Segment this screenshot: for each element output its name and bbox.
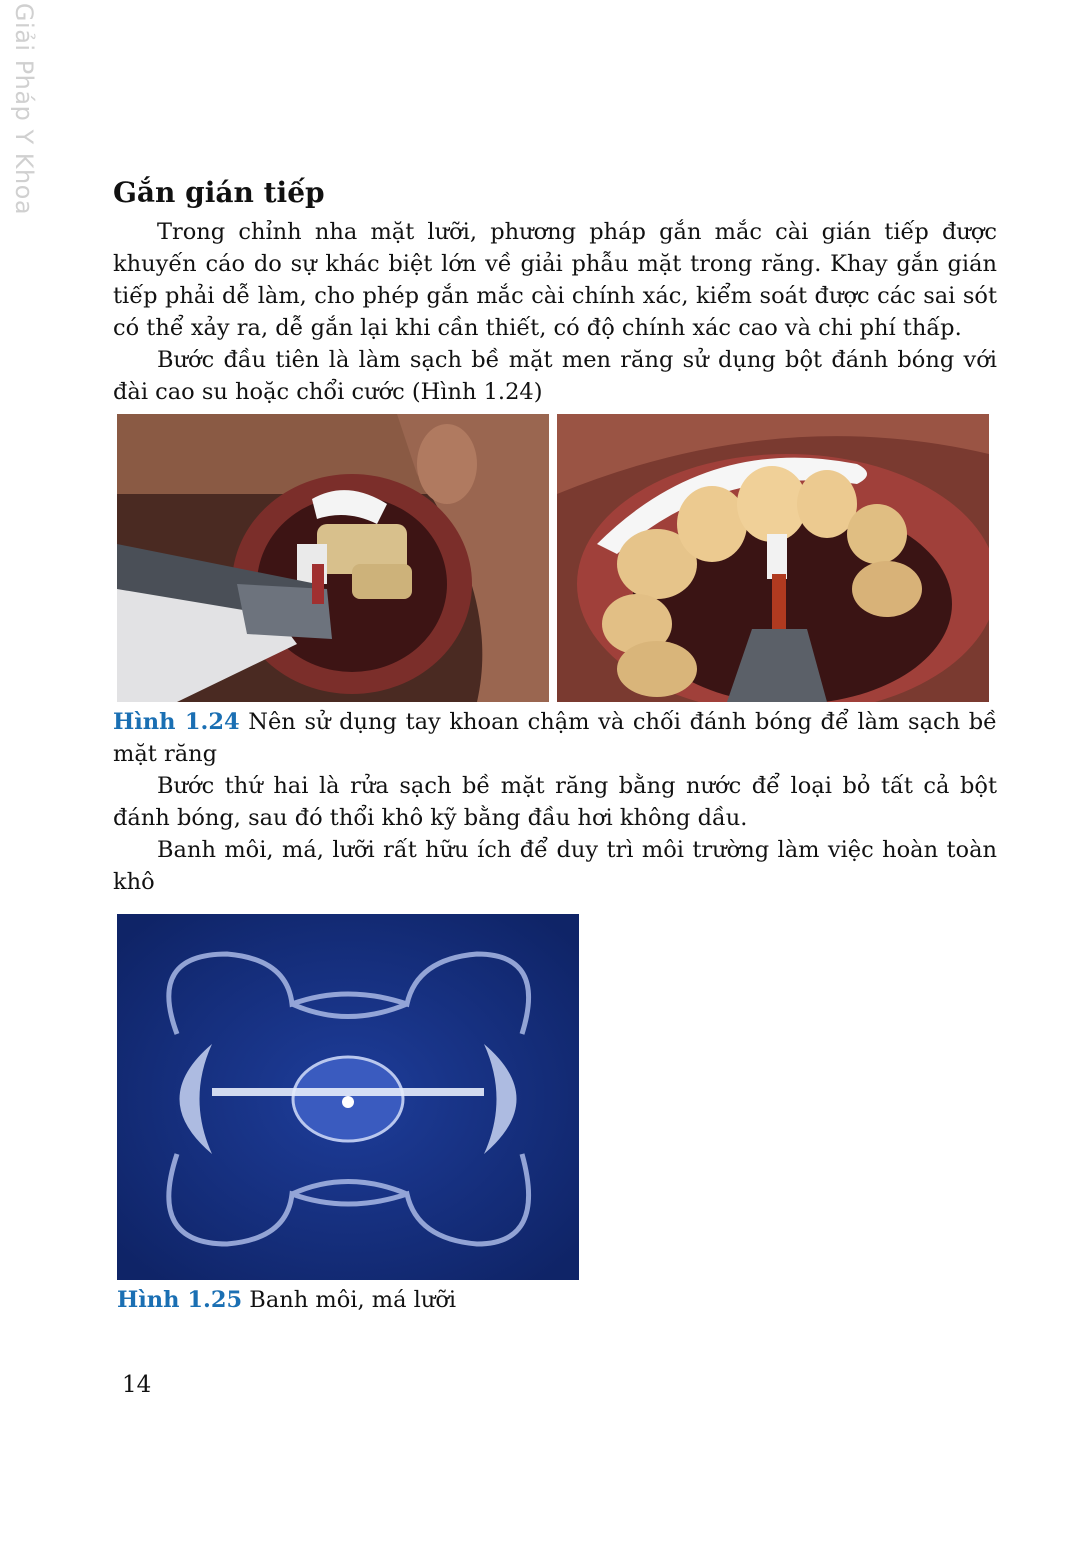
photo-lip-cheek-retractor <box>117 914 579 1280</box>
paragraph-2: Bước đầu tiên là làm sạch bề mặt men răng sử dụng bột đánh bóng với đài cao su hoặc chổi cước (Hình 1.24) <box>113 347 997 405</box>
figure-1-24 <box>117 414 997 702</box>
photo-handpiece-occlusal-view <box>557 414 989 702</box>
figure-1-25-caption-text: Banh môi, má lưỡi <box>242 1287 457 1313</box>
page-content <box>113 174 997 1316</box>
paragraph-1: Trong chỉnh nha mặt lưỡi, phương pháp gắn mắc cài gián tiếp được khuyến cáo do sự khác biệt lớn về giải phẫu mặt trong răng. Khay gắn gián tiếp phải dễ làm, cho phép gắn mắc cài chính xác, kiểm soát được các sai sót có thể xảy ra, dễ gắn lại khi cần thiết, có độ chính xác cao và chi phí thấp. <box>113 219 997 341</box>
figure-1-25-caption <box>113 1284 997 1316</box>
figure-1-25-label: Hình 1.25 <box>117 1287 243 1313</box>
side-title-text: Giải Pháp Y Khoa <box>10 2 38 216</box>
section-heading: Gắn gián tiếp <box>113 176 325 209</box>
paragraph-3: Bước thứ hai là rửa sạch bề mặt răng bằng nước để loại bỏ tất cả bột đánh bóng, sau đó thổi khô kỹ bằng đầu hơi không dầu. <box>113 773 997 831</box>
figure-1-24-label: Hình 1.24 <box>113 709 240 735</box>
photo-handpiece-side-view <box>117 414 549 702</box>
side-title <box>6 2 42 216</box>
figure-1-24-caption <box>113 706 997 770</box>
paragraph-4: Banh môi, má, lưỡi rất hữu ích để duy trì môi trường làm việc hoàn toàn khô <box>113 837 997 895</box>
page-number: 14 <box>122 1372 152 1398</box>
figure-1-24-caption-text: Nên sử dụng tay khoan chậm và chối đánh bóng để làm sạch bề mặt răng <box>113 709 997 767</box>
